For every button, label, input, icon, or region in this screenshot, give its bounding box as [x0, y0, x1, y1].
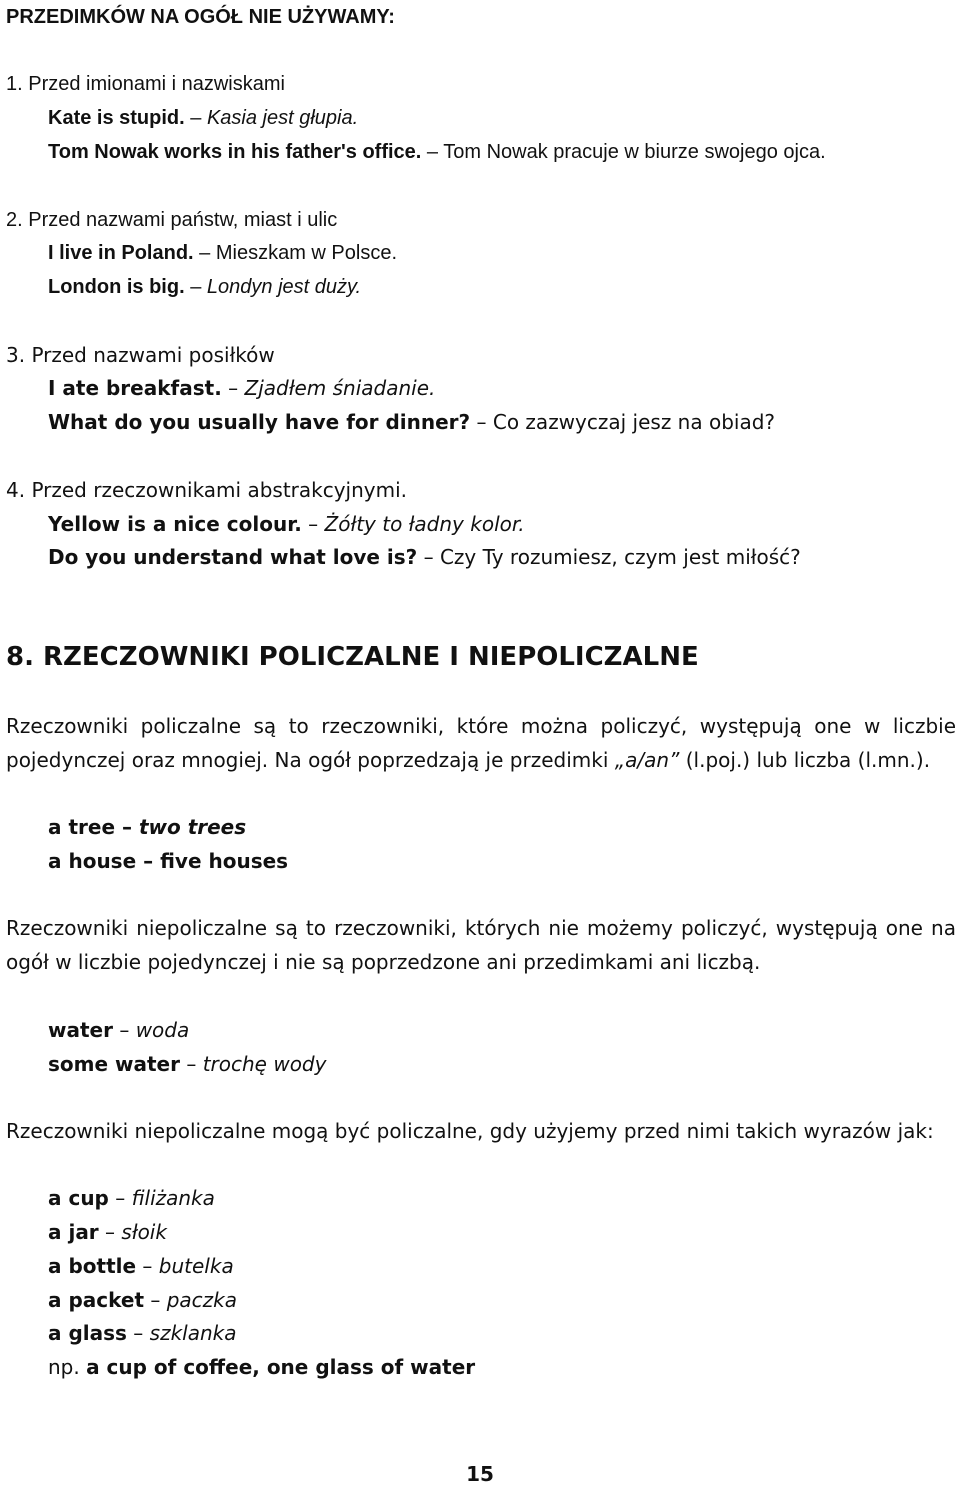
container-polish: filiżanka: [131, 1186, 215, 1210]
example-english: Tom Nowak works in his father's office.: [48, 141, 422, 163]
noun-english: water: [48, 1018, 113, 1042]
dash: –: [112, 1018, 136, 1042]
dash: –: [193, 242, 216, 264]
dash: –: [184, 276, 207, 298]
example-polish: Londyn jest duży.: [206, 276, 362, 298]
dash: –: [179, 1052, 203, 1076]
dash: –: [108, 1186, 132, 1210]
section-8-heading: 8. RZECZOWNIKI POLICZALNE I NIEPOLICZALNE: [6, 642, 699, 672]
container-english: a cup: [48, 1186, 109, 1210]
rule-3-title: 3. Przed nazwami posiłków: [6, 343, 275, 367]
uncountable-paragraph: Rzeczowniki niepoliczalne są to rzeczowniki, których nie możemy policzyć, występują one na ogół w liczbie pojedynczej i nie są poprzedzone ani przedimkami ani liczbą.: [6, 916, 956, 974]
countable-paragraph: [6, 709, 956, 777]
container-polish: szklanka: [149, 1321, 237, 1345]
example-polish: Co zazwyczaj jesz na obiad?: [492, 410, 776, 434]
dash: –: [144, 1288, 167, 1312]
example-phrase: a cup of coffee, one glass of water: [86, 1355, 476, 1379]
container-item: [48, 1254, 234, 1278]
article-term: „a/an”: [614, 748, 680, 772]
example-english: What do you usually have for dinner?: [48, 410, 471, 434]
rule-2-example-1: [48, 241, 397, 265]
dash: –: [417, 545, 440, 569]
dash: –: [421, 141, 444, 163]
dash: –: [136, 849, 161, 873]
example-english: Do you understand what love is?: [48, 545, 418, 569]
example-polish: Żółty to ładny kolor.: [324, 512, 525, 536]
dash: –: [470, 410, 493, 434]
plural-form: five houses: [160, 849, 289, 873]
container-english: a glass: [48, 1321, 127, 1345]
rule-3-example-1: [48, 376, 435, 400]
singular-form: a tree: [48, 815, 116, 839]
example-polish: Zjadłem śniadanie.: [244, 376, 436, 400]
container-english: a bottle: [48, 1254, 137, 1278]
containers-intro: Rzeczowniki niepoliczalne mogą być policzalne, gdy użyjemy przed nimi takich wyrazów jak:: [6, 1119, 934, 1143]
example-english: London is big.: [48, 276, 185, 298]
rule-1-title: 1. Przed imionami i nazwiskami: [6, 73, 285, 95]
example-english: Kate is stupid.: [48, 107, 185, 129]
paragraph-tail: (l.poj.) lub liczba (l.mn.).: [679, 748, 931, 772]
rule-1-example-2: [48, 140, 826, 164]
container-polish: butelka: [158, 1254, 234, 1278]
noun-polish: woda: [135, 1018, 190, 1042]
noun-english: some water: [48, 1052, 180, 1076]
container-item: [48, 1186, 215, 1210]
example-polish: Czy Ty rozumiesz, czym jest miłość?: [439, 545, 801, 569]
page-number: 15: [466, 1462, 494, 1486]
paragraph-text: Rzeczowniki policzalne są to rzeczowniki, które można policzyć, występują one w liczbie pojedynczej oraz mnogiej. Na ogół poprzedzają je przedimki: [6, 714, 956, 772]
container-english: a packet: [48, 1288, 145, 1312]
section-header: PRZEDIMKÓW NA OGÓŁ NIE UŻYWAMY:: [6, 6, 395, 28]
usage-example: [48, 1355, 475, 1379]
noun-polish: trochę wody: [202, 1052, 327, 1076]
rule-1-example-1: [48, 106, 358, 130]
rule-3-example-2: [48, 410, 775, 434]
rule-2-title: 2. Przed nazwami państw, miast i ulic: [6, 209, 338, 231]
example-polish: Mieszkam w Polsce.: [215, 242, 397, 264]
rule-4-example-2: [48, 545, 801, 569]
container-polish: słoik: [121, 1220, 167, 1244]
dash: –: [126, 1321, 150, 1345]
countable-example-2: [48, 849, 288, 873]
dash: –: [136, 1254, 159, 1278]
example-polish: Kasia jest głupia.: [206, 107, 359, 129]
container-item: [48, 1220, 167, 1244]
container-item: [48, 1321, 236, 1345]
dash: –: [184, 107, 207, 129]
example-english: I ate breakfast.: [48, 376, 222, 400]
uncountable-example-2: [48, 1052, 326, 1076]
countable-example-1: [48, 815, 246, 839]
rule-2-example-2: [48, 275, 361, 299]
dash: –: [221, 376, 245, 400]
dash: –: [115, 815, 139, 839]
example-english: Yellow is a nice colour.: [48, 512, 302, 536]
dash: –: [98, 1220, 122, 1244]
container-item: [48, 1288, 237, 1312]
dash: –: [301, 512, 325, 536]
example-english: I live in Poland.: [48, 242, 194, 264]
uncountable-example-1: [48, 1018, 189, 1042]
example-polish: Tom Nowak pracuje w biurze swojego ojca.: [443, 141, 826, 163]
container-english: a jar: [48, 1220, 99, 1244]
plural-form: two trees: [138, 815, 247, 839]
rule-4-title: 4. Przed rzeczownikami abstrakcyjnymi.: [6, 478, 408, 502]
container-polish: paczka: [166, 1288, 238, 1312]
singular-form: a house: [48, 849, 137, 873]
rule-4-example-1: [48, 512, 525, 536]
example-prefix: np.: [48, 1355, 87, 1379]
